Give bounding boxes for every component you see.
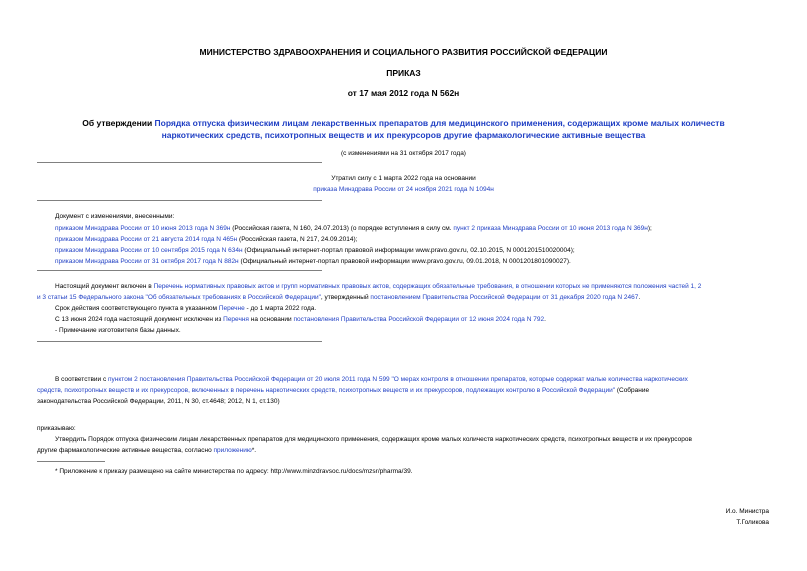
order-prikazyvayu: приказываю:: [37, 425, 76, 432]
note-paragraph: [55, 282, 701, 293]
note-link[interactable]: Перечня: [223, 316, 249, 323]
order-text: Утвердить Порядок отпуска физическим лицам лекарственных препаратов для медицинского применения, содержащих кроме малых количеств наркотических средств, психотропных веществ и их прекурсоров: [55, 436, 692, 443]
document-type: ПРИКАЗ: [386, 68, 421, 78]
expired-link[interactable]: приказа Минздрава России от 24 ноября 2021 года N 1094н: [313, 186, 494, 193]
note-text: С 13 июня 2024 года настоящий документ исключен из: [55, 316, 224, 323]
preamble-paragraph-cont: законодательства Российской Федерации, 2011, N 30, ст.4648; 2012, N 1, ст.130): [37, 398, 280, 405]
order-text-cont: [37, 446, 256, 457]
divider: [37, 200, 322, 201]
footnote-divider: [37, 461, 105, 462]
note-paragraph: [55, 315, 546, 326]
footnote: * Приложение к приказу размещено на сайте министерства по адресу: http://www.minzdravsoc.ru/docs/mzsr/pharma/39.: [55, 468, 413, 475]
note-link[interactable]: постановления Правительства Российской Федерации от 12 июня 2024 года N 792: [293, 316, 545, 323]
divider: [37, 270, 322, 271]
preamble-paragraph: [55, 375, 688, 386]
change-text: (Российская газета, N 217, 24.09.2014);: [237, 236, 358, 243]
note-link[interactable]: Перечне: [218, 305, 245, 312]
note-paragraph-cont: [37, 293, 640, 304]
note-text: на основании: [248, 316, 294, 323]
note-text: Срок действия соответствующего пункта в указанном: [55, 305, 219, 312]
expired-text: Утратил силу с 1 марта 2022 года на основании: [331, 175, 476, 182]
change-item: [55, 235, 357, 246]
note-link[interactable]: постановлением Правительства Российской Федерации от 31 декабря 2020 года N 2467: [370, 294, 639, 301]
appendix-link[interactable]: приложению: [213, 447, 252, 454]
divider: [37, 162, 322, 163]
note-paragraph: [55, 304, 316, 315]
divider: [37, 341, 322, 342]
change-item: [55, 257, 571, 268]
title-prefix: Об утверждении: [82, 118, 155, 128]
title-link[interactable]: Порядка отпуска физическим лицам лекарственных препаратов для медицинского применения, содержащих кроме малых количеств: [154, 118, 725, 128]
change-link[interactable]: приказом Минздрава России от 31 октября 2017 года N 882н: [55, 258, 239, 265]
order-text: *.: [251, 447, 257, 454]
document-title: [0, 117, 807, 141]
title-link-cont[interactable]: наркотических средств, психотропных веществ и их прекурсоров другие фармакологические активные вещества: [161, 130, 646, 140]
change-item: [55, 224, 652, 235]
change-link-2[interactable]: пункт 2 приказа Минздрава России от 10 июня 2013 года N 369н: [453, 225, 648, 232]
change-text: (Официальный интернет-портал правовой информации www.pravo.gov.ru, 09.01.2018, N 0001201801090027).: [238, 258, 571, 265]
note-paragraph: - Примечание изготовителя базы данных.: [55, 327, 181, 334]
change-link[interactable]: приказом Минздрава России от 10 июня 2013 года N 369н: [55, 225, 231, 232]
note-text: Настоящий документ включен в: [55, 283, 154, 290]
preamble-text: (Собрание: [615, 387, 650, 394]
change-link[interactable]: приказом Минздрава России от 10 сентября 2015 года N 634н: [55, 247, 243, 254]
change-link[interactable]: приказом Минздрава России от 21 августа 2014 года N 465н: [55, 236, 238, 243]
preamble-paragraph-cont: [37, 386, 649, 397]
change-text: (Российская газета, N 160, 24.07.2013) (о порядке вступления в силу см.: [230, 225, 454, 232]
document-date-number: от 17 мая 2012 года N 562н: [347, 88, 460, 98]
note-link[interactable]: и 3 статьи 15 Федерального закона "Об обязательных требованиях в Российской Федерации": [37, 294, 321, 301]
signature-role: И.о. Министра: [725, 508, 769, 515]
ministry-heading: МИНИСТЕРСТВО ЗДРАВООХРАНЕНИЯ И СОЦИАЛЬНОГО РАЗВИТИЯ РОССИЙСКОЙ ФЕДЕРАЦИИ: [199, 47, 608, 57]
note-text: - до 1 марта 2022 года.: [244, 305, 317, 312]
change-tail: );: [647, 225, 652, 232]
preamble-text: В соответствии с: [55, 376, 109, 383]
note-text: .: [544, 316, 546, 323]
note-text: .: [638, 294, 641, 301]
order-text: другие фармакологические активные вещества, согласно: [37, 447, 214, 454]
change-text: (Официальный интернет-портал правовой информации www.pravo.gov.ru, 02.10.2015, N 0001201510020004);: [242, 247, 575, 254]
note-text: , утвержденный: [320, 294, 371, 301]
signature-name: Т.Голикова: [736, 519, 769, 526]
preamble-link[interactable]: пунктом 2 постановления Правительства Российской Федерации от 20 июля 2011 года N 599 "О мерах контроля в отношении препаратов, которые содержат малые количества наркотических: [108, 376, 688, 383]
preamble-link[interactable]: средств, психотропных веществ и их прекурсоров, включенных в перечень наркотических средств, психотропных веществ и их прекурсоров, подлежащих контролю в Российской Федерации": [37, 387, 616, 394]
change-item: [55, 246, 575, 257]
amended-note: (с изменениями на 31 октября 2017 года): [341, 150, 466, 157]
note-link[interactable]: Перечень нормативных правовых актов и групп нормативных правовых актов, содержащих обязательные требования, в отношении которых не применяются положения частей 1, 2: [153, 283, 702, 290]
changes-heading: Документ с изменениями, внесенными:: [55, 213, 175, 220]
